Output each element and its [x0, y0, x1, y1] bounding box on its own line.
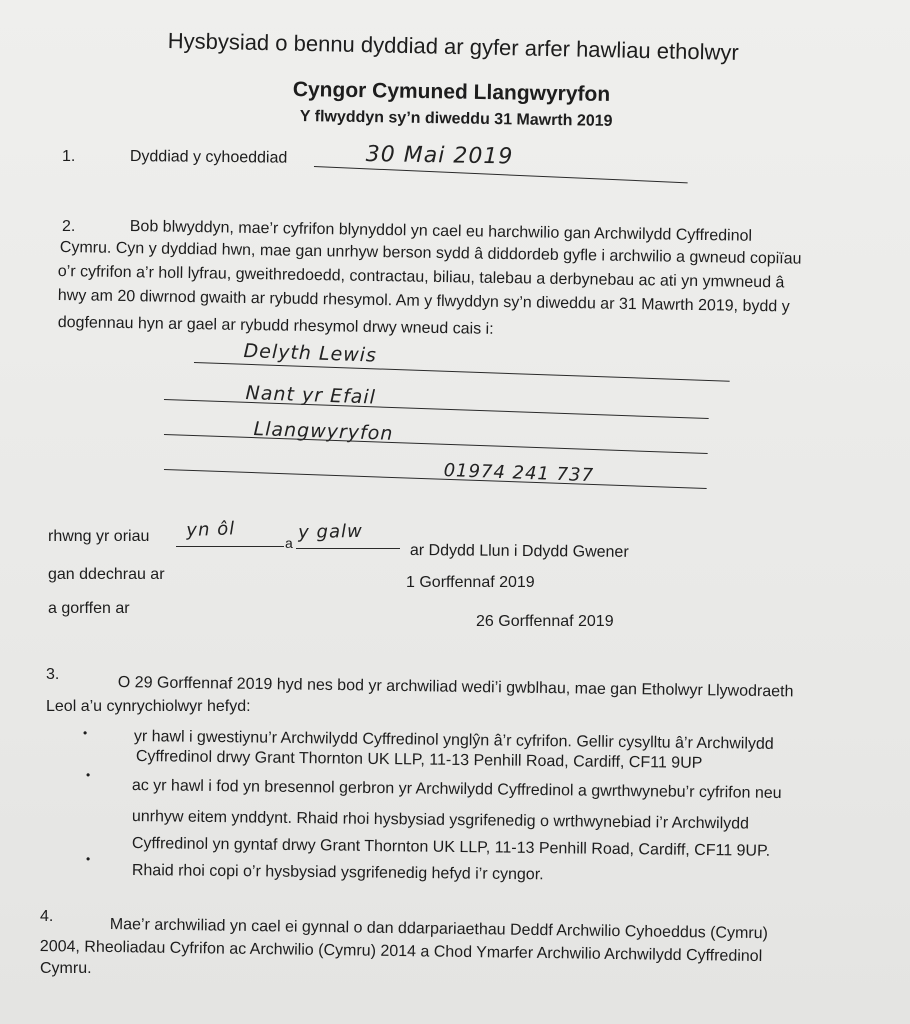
- hours-to: y galw: [298, 520, 363, 543]
- section-3-line-2: Leol a’u cynrychiolwyr hefyd:: [46, 698, 251, 715]
- publication-date-value: 30 Mai 2019: [365, 142, 514, 170]
- year-end: Y flwyddyn sy’n diweddu 31 Mawrth 2019: [299, 108, 613, 130]
- section-4-number: 4.: [40, 908, 54, 925]
- section-2-number: 2.: [62, 218, 76, 235]
- bullet-2-line-2: unrhyw eitem ynddynt. Rhaid rhoi hysbysiad ysgrifenedig o wrthwynebiad i’r Archwilydd: [131, 807, 750, 833]
- hours-from: yn ôl: [186, 518, 236, 541]
- hours-and: a: [285, 535, 293, 551]
- section-3-line-1: O 29 Gorffennaf 2019 hyd nes bod yr archwiliad wedi’i gwblhau, mae gan Etholwyr Llywodraeth: [117, 673, 794, 701]
- bullet-2-line-3: Cyffredinol yn gyntaf drwy Grant Thornton UK LLP, 11-13 Penhill Road, Cardiff, CF11 9UP.: [131, 834, 771, 860]
- start-date: 1 Gorffennaf 2019: [406, 574, 535, 591]
- section-2-line-1: Bob blwyddyn, mae’r cyfrifon blynyddol yn cael eu harchwilio gan Archwilydd Cyffredinol: [129, 217, 753, 245]
- contact-line-4: [164, 469, 707, 489]
- contact-village: Llangwyryfon: [253, 418, 394, 445]
- section-2-line-5: dogfennau hyn ar gael ar rybudd rhesymol drwy wneud cais i:: [57, 313, 494, 338]
- hours-label: rhwng yr oriau: [48, 528, 150, 545]
- council-name: Cyngor Cymuned Llangwyryfon: [292, 78, 611, 106]
- contact-name: Delyth Lewis: [243, 340, 378, 367]
- bullet-1-dot: •: [83, 726, 88, 740]
- bullet-1-line-1: yr hawl i gwestiynu’r Archwilydd Cyffredinol ynglŷn â’r cyfrifon. Gellir cysylltu â’r Archwilydd: [133, 727, 774, 753]
- bullet-2-line-1: ac yr hawl i fod yn bresennol gerbron yr Archwilydd Cyffredinol a gwrthwynebu’r cyfrifon neu: [131, 776, 782, 802]
- section-3-number: 3.: [46, 666, 60, 683]
- hours-to-underline: [296, 548, 400, 549]
- contact-line-2: [164, 399, 709, 419]
- section-4-line-2: 2004, Rheoliadau Cyfrifon ac Archwilio (Cymru) 2014 a Chod Ymarfer Archwilio Archwilydd Cyffredinol: [39, 937, 763, 966]
- end-label: a gorffen ar: [48, 600, 130, 617]
- hours-from-underline: [176, 546, 284, 547]
- publication-date-label: Dyddiad y cyhoeddiad: [129, 147, 288, 167]
- start-label: gan ddechrau ar: [48, 566, 165, 583]
- bullet-1-line-2: Cyffredinol drwy Grant Thornton UK LLP, 11-13 Penhill Road, Cardiff, CF11 9UP: [135, 747, 703, 772]
- section-4-line-1: Mae’r archwiliad yn cael ei gynnal o dan ddarpariaethau Deddf Archwilio Cyhoeddus (Cymru): [109, 915, 769, 943]
- section-2-line-2: Cymru. Cyn y dyddiad hwn, mae gan unrhyw berson sydd â diddordeb gyfle i archwilio a gwneud copiïau: [59, 238, 802, 268]
- contact-line-1: [194, 362, 730, 382]
- contact-phone: 01974 241 737: [443, 460, 595, 487]
- section-2-line-4: hwy am 20 diwrnod gwaith ar rybudd rhesymol. Am y flwyddyn sy’n diweddu ar 31 Mawrth 2019, bydd y: [57, 286, 790, 316]
- section-2-line-3: o’r cyfrifon a’r holl lyfrau, gweithredoedd, contractau, biliau, talebau a derbynebau ac ati yn ymwneud â: [57, 262, 785, 292]
- hours-days: ar Ddydd Llun i Ddydd Gwener: [409, 541, 629, 561]
- bullet-2-dot: •: [86, 768, 91, 782]
- bullet-3-line-1: Rhaid rhoi copi o’r hysbysiad ysgrifenedig hefyd i’r cyngor.: [131, 861, 544, 884]
- contact-house: Nant yr Efail: [245, 382, 377, 409]
- notice-title: Hysbysiad o bennu dyddiad ar gyfer arfer hawliau etholwyr: [167, 28, 739, 65]
- section-4-line-3: Cymru.: [40, 960, 92, 977]
- end-date: 26 Gorffennaf 2019: [476, 613, 614, 630]
- contact-line-3: [164, 434, 708, 454]
- section-1-number: 1.: [62, 148, 76, 165]
- bullet-3-dot: •: [86, 852, 91, 866]
